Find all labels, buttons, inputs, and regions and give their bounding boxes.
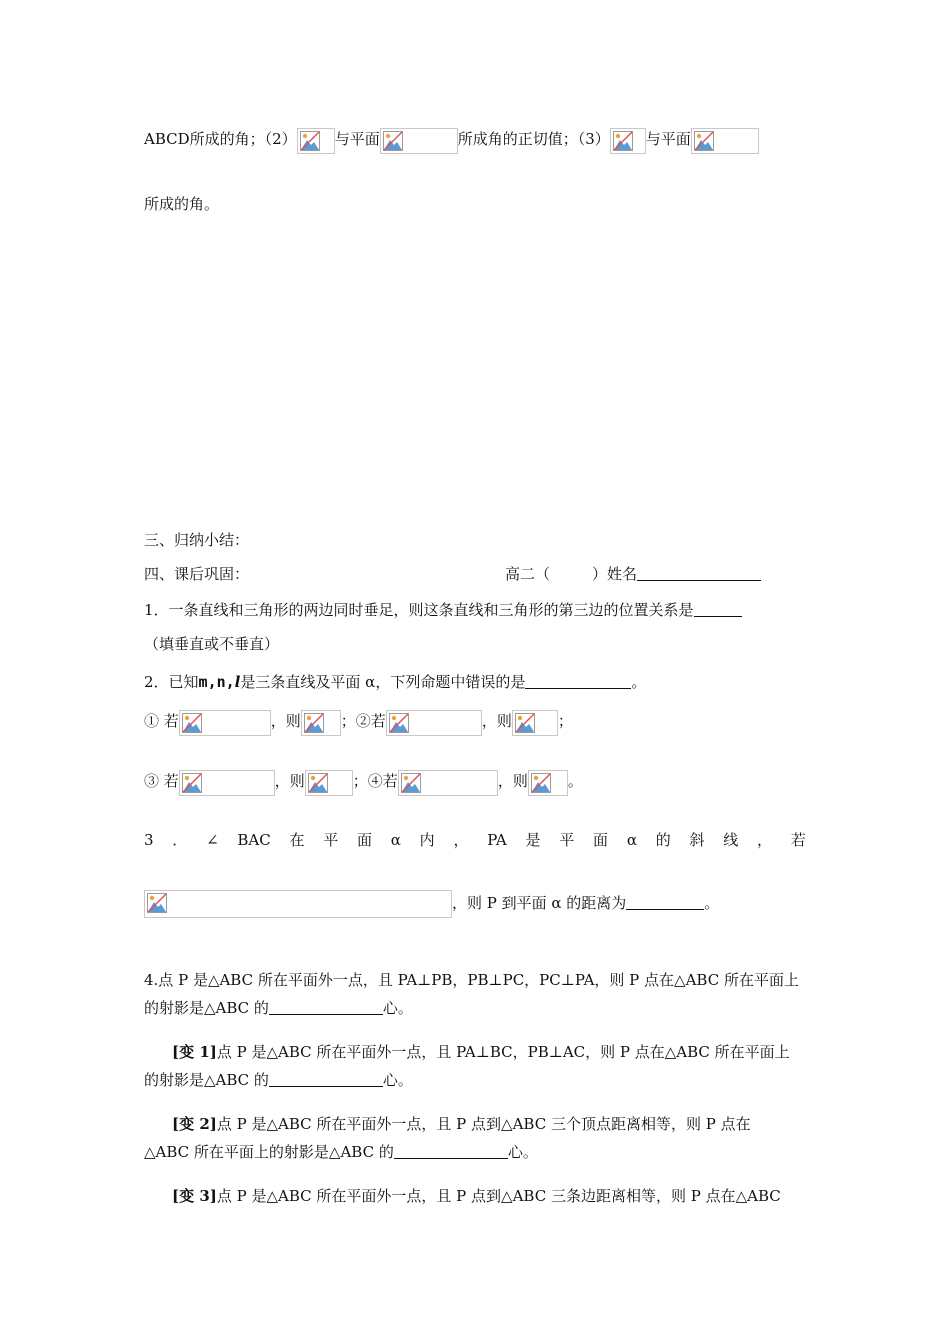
question-2-options-row-1: [144, 710, 573, 736]
section-heading-homework: [144, 564, 804, 584]
broken-image-icon: [610, 128, 646, 154]
variant-tag: [变 2]: [172, 1115, 217, 1133]
question-text: 心。: [507, 1143, 538, 1161]
q3-word: 面: [593, 831, 609, 849]
variable-l: l: [234, 673, 241, 691]
broken-image-icon: [297, 128, 335, 154]
broken-image-icon: [301, 710, 341, 736]
q3-word: PA: [487, 831, 507, 849]
name-blank[interactable]: [637, 566, 761, 581]
variant-1-line-1: [172, 1042, 790, 1062]
variant-2-line-2: [144, 1142, 538, 1162]
q3-word: ，: [757, 831, 773, 849]
variables: m,n,: [198, 673, 235, 691]
question-1-note: （填垂直或不垂直）: [144, 635, 280, 653]
q3-word: 3: [144, 831, 154, 849]
q3-word: 平: [323, 831, 339, 849]
q3-word: ，: [453, 831, 469, 849]
variant-tag: [变 1]: [172, 1043, 217, 1061]
student-info: [505, 564, 761, 584]
q3-word: 在: [289, 831, 305, 849]
q3-word: ∠: [206, 831, 219, 849]
q3-word: ．: [172, 831, 188, 849]
question-text: 心。: [382, 1071, 413, 1089]
option-text: ，则: [274, 772, 305, 790]
text-segment: ABCD所成的角；（2）: [144, 130, 297, 148]
option-text: ，则: [270, 712, 301, 730]
question-text: 1．一条直线和三角形的两边同时垂足，则这条直线和三角形的第三边的位置关系是: [144, 601, 694, 619]
broken-image-icon: [512, 710, 558, 736]
q3-word: α: [390, 831, 401, 849]
answer-blank[interactable]: [694, 602, 742, 617]
question-text: 。: [704, 894, 720, 912]
answer-blank[interactable]: [269, 1000, 383, 1015]
text-segment: 所成角的正切值；（3）: [457, 130, 610, 148]
question-3-line-1: [144, 830, 806, 850]
question-text: △ABC 所在平面上的射影是△ABC 的: [144, 1143, 394, 1161]
variant-tag: [变 3]: [172, 1187, 217, 1205]
question-text: 的射影是△ABC 的: [144, 1071, 269, 1089]
question-text: 。: [631, 673, 647, 691]
question-text: 的射影是△ABC 的: [144, 999, 269, 1017]
alpha-symbol: α: [365, 673, 376, 691]
question-text: 是三条直线及平面: [240, 673, 361, 691]
broken-image-icon: [398, 770, 498, 796]
variant-1-line-2: [144, 1070, 413, 1090]
q3-word: 斜: [689, 831, 705, 849]
q3-word: 平: [559, 831, 575, 849]
problem-continuation-line: [144, 128, 759, 154]
broken-image-icon: [179, 770, 275, 796]
option-label: ；④若: [352, 772, 398, 790]
question-text: ，则 P 到平面 α 的距离为: [452, 894, 627, 912]
option-text: ，则: [497, 772, 528, 790]
text-segment: 与平面: [645, 130, 691, 148]
broken-image-icon: [528, 770, 568, 796]
question-2-options-row-2: [144, 770, 583, 796]
text-line: 所成的角。: [144, 195, 220, 213]
q3-word: 面: [357, 831, 373, 849]
question-text: ，下列命题中错误的是: [375, 673, 526, 691]
answer-blank[interactable]: [269, 1072, 383, 1087]
variant-2-line-1: [172, 1114, 751, 1134]
q3-word: 是: [525, 831, 541, 849]
broken-image-icon: [386, 710, 482, 736]
homework-label: 四、课后巩固：: [144, 565, 250, 583]
question-1: [144, 600, 742, 620]
question-4-line-1: 4.点 P 是△ABC 所在平面外一点，且 PA⊥PB，PB⊥PC，PC⊥PA，则 P 点在△ABC 所在平面上: [144, 971, 799, 989]
question-text: 心。: [382, 999, 413, 1017]
answer-blank[interactable]: [525, 674, 631, 689]
option-label: ③ 若: [144, 772, 179, 790]
option-text: ；: [557, 712, 573, 730]
question-text: 点 P 是△ABC 所在平面外一点，且 P 点到△ABC 三条边距离相等，则 P 点在△ABC: [216, 1187, 781, 1205]
text-segment: 与平面: [334, 130, 380, 148]
answer-blank[interactable]: [394, 1144, 508, 1159]
question-text: 点 P 是△ABC 所在平面外一点，且 P 点到△ABC 三个顶点距离相等，则 P 点在: [216, 1115, 751, 1133]
question-3-line-2: [144, 890, 719, 918]
broken-image-icon: [144, 890, 452, 918]
grade-label: 高二（: [505, 565, 551, 583]
option-label: ；②若: [340, 712, 386, 730]
q3-word: 线: [723, 831, 739, 849]
question-4-line-2: [144, 998, 413, 1018]
q3-word: 内: [419, 831, 435, 849]
question-text: 2．已知: [144, 673, 199, 691]
q3-word: BAC: [237, 831, 271, 849]
variant-3-line-1: [172, 1186, 781, 1206]
option-text: ，则: [481, 712, 512, 730]
option-text: 。: [567, 772, 583, 790]
section-heading-summary: 三、归纳小结：: [144, 531, 250, 549]
broken-image-icon: [179, 710, 271, 736]
name-label: ）姓名: [592, 565, 638, 583]
q3-word: 若: [790, 831, 806, 849]
option-label: ① 若: [144, 712, 179, 730]
q3-word: α: [626, 831, 637, 849]
question-text: 点 P 是△ABC 所在平面外一点，且 PA⊥BC，PB⊥AC，则 P 点在△ABC 所在平面上: [216, 1043, 790, 1061]
broken-image-icon: [691, 128, 759, 154]
answer-blank[interactable]: [626, 895, 704, 910]
q3-word: 的: [655, 831, 671, 849]
question-2: [144, 672, 646, 692]
broken-image-icon: [305, 770, 353, 796]
broken-image-icon: [380, 128, 458, 154]
